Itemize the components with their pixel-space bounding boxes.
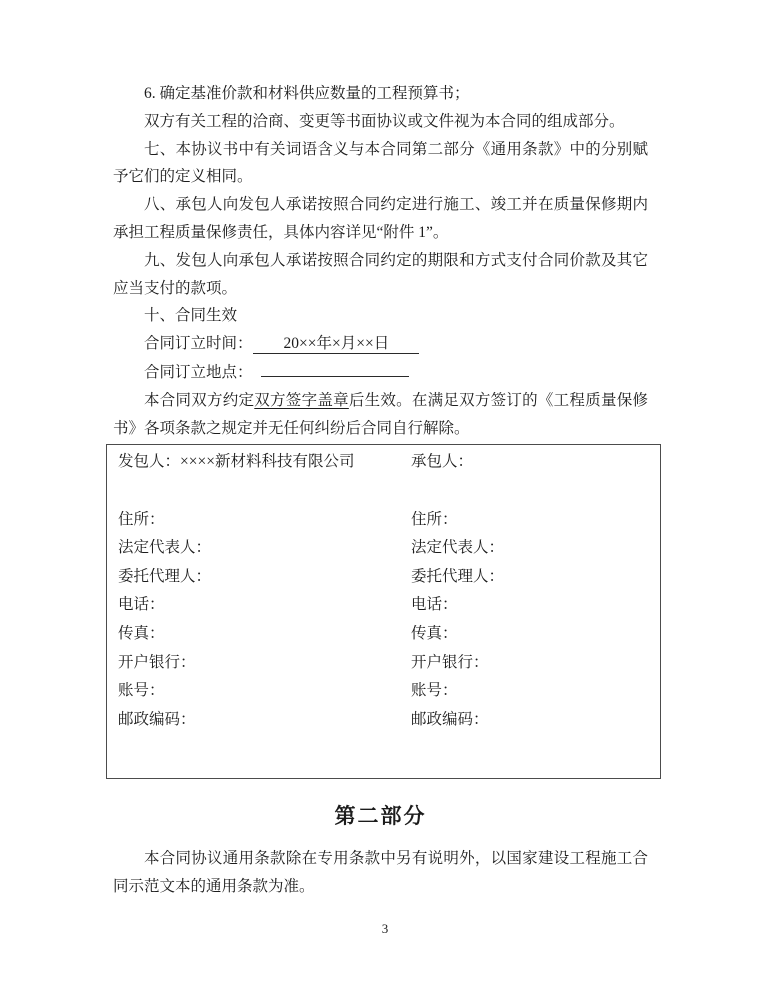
- parties-box: [106, 444, 661, 779]
- part2-intro: 本合同协议通用条款除在专用条款中另有说明外，以国家建设工程施工合同示范文本的通用条款为准。: [113, 850, 648, 896]
- employer-phone-row: 电话：: [118, 596, 165, 614]
- employer-column: [118, 448, 411, 778]
- contractor-address-row: 住所：: [411, 510, 458, 528]
- contractor-fax-row: 传真：: [411, 624, 458, 642]
- sign-place-blank[interactable]: [261, 358, 409, 377]
- sign-time-line: [113, 330, 648, 358]
- employer-account-row: 账号：: [118, 682, 165, 700]
- spacer-row: [118, 477, 411, 506]
- employer-legal-rep-row: 法定代表人：: [118, 539, 212, 557]
- contractor-postcode-row: 邮政编码：: [411, 710, 489, 728]
- part2-heading: 第二部分: [334, 804, 427, 829]
- employer-name-row: 发包人：××××新材料科技有限公司: [118, 453, 355, 471]
- contractor-column: [411, 448, 660, 778]
- clause-item-6: 6. 确定基准价款和材料供应数量的工程预算书；: [144, 85, 470, 102]
- clause-attachments-note: 双方有关工程的洽商、变更等书面协议或文件视为本合同的组成部分。: [144, 112, 625, 130]
- contractor-account-row: 账号：: [411, 682, 458, 700]
- contractor-legal-rep-row: 法定代表人：: [411, 539, 505, 557]
- sign-time-value: 20××年×月××日: [253, 334, 420, 354]
- employer-bank-row: 开户银行：: [118, 653, 196, 671]
- document-body: [113, 80, 648, 901]
- clause-10-title: 十、合同生效: [144, 307, 238, 325]
- sign-time-label: 合同订立时间：: [144, 335, 253, 353]
- effectiveness-pre: 本合同双方约定: [144, 391, 255, 409]
- contractor-name-row: 承包人：: [411, 453, 474, 471]
- page-number: 3: [381, 921, 389, 936]
- effectiveness-post: 后生效。在满足双方签订的《工程质量保修书》各项条款之规定并无任何纠纷后合同自行解除。: [113, 391, 648, 437]
- contractor-agent-row: 委托代理人：: [411, 567, 505, 585]
- sign-place-line: [113, 358, 648, 387]
- contractor-phone-row: 电话：: [411, 596, 458, 614]
- employer-fax-row: 传真：: [118, 624, 165, 642]
- spacer-row: [411, 477, 660, 506]
- employer-agent-row: 委托代理人：: [118, 567, 212, 585]
- sign-place-label: 合同订立地点：: [144, 363, 253, 381]
- effectiveness-clause: [113, 387, 648, 443]
- employer-postcode-row: 邮政编码：: [118, 710, 196, 728]
- employer-address-row: 住所：: [118, 510, 165, 528]
- contractor-bank-row: 开户银行：: [411, 653, 489, 671]
- clause-8: 八、承包人向发包人承诺按照合同约定进行施工、竣工并在质量保修期内承担工程质量保修责任，具体内容详见“附件 1”。: [113, 196, 648, 241]
- effectiveness-underlined-term: 双方签字盖章: [254, 391, 349, 409]
- clause-9: 九、发包人向承包人承诺按照合同约定的期限和方式支付合同价款及其它应当支付的款项。: [113, 251, 648, 297]
- clause-7: 七、本协议书中有关词语含义与本合同第二部分《通用条款》中的分别赋予它们的定义相同。: [113, 140, 648, 186]
